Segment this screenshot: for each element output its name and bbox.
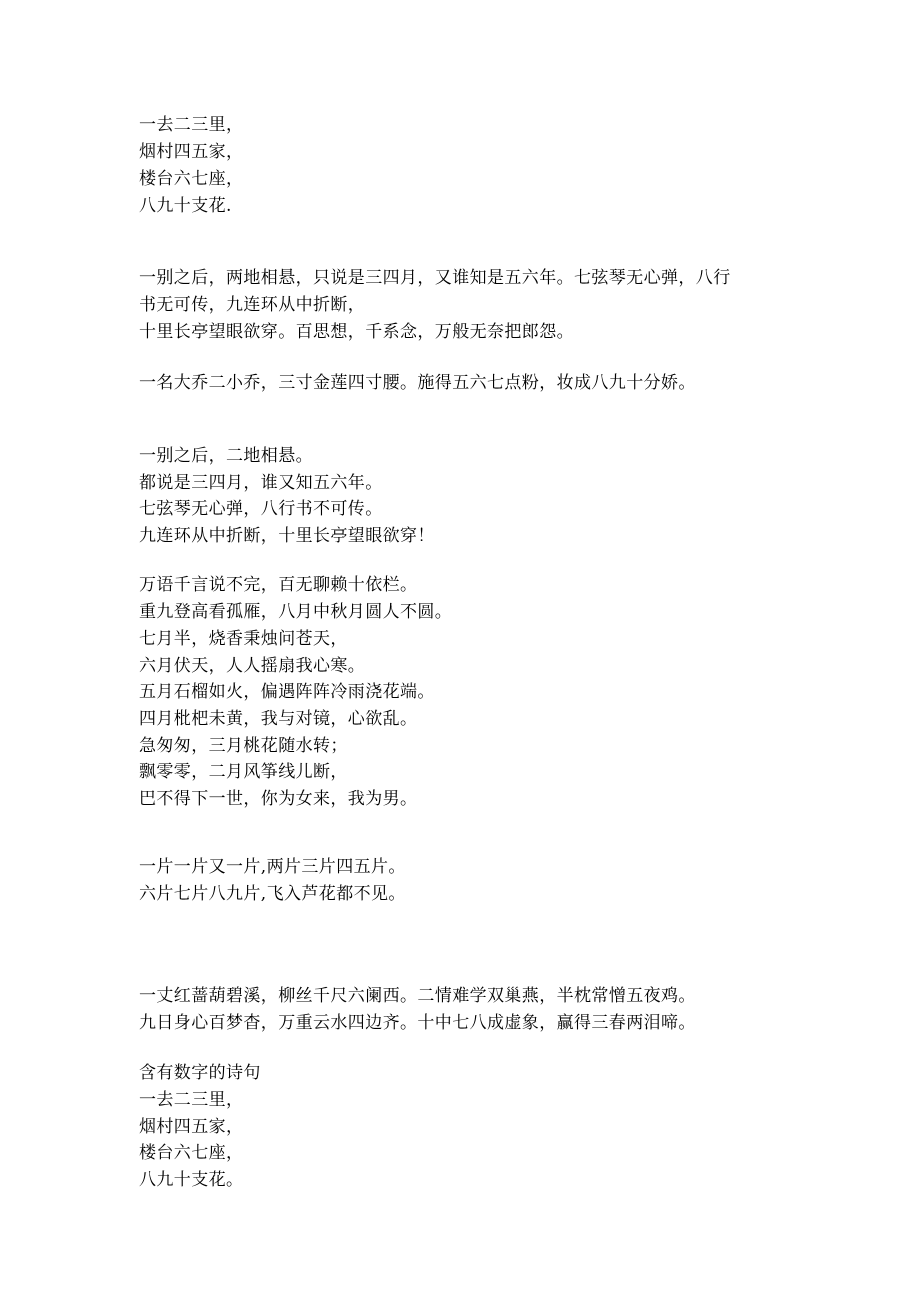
- poem-line: 六月伏天，人人摇扇我心寒。: [139, 656, 366, 676]
- poem-line: 一去二三里，: [139, 1090, 244, 1110]
- poem-line: 万语千言说不完，百无聊赖十依栏。: [139, 575, 418, 595]
- poem-line: 七弦琴无心弹，八行书不可传。: [139, 499, 383, 519]
- poem-line: 烟村四五家，: [139, 142, 244, 162]
- poem-line: 楼台六七座，: [139, 169, 244, 189]
- poem-line: 七月半，烧香秉烛问苍天，: [139, 629, 348, 649]
- poem-line: 九日身心百梦杳，万重云水四边齐。十中七八成虚象，赢得三春两泪啼。: [139, 1013, 696, 1033]
- poem-line: 一片一片又一片,两片三片四五片。: [139, 857, 406, 877]
- poem-line: 飘零零，二月风筝线儿断，: [139, 762, 348, 782]
- poem-line: 都说是三四月，谁又知五六年。: [139, 473, 383, 493]
- poem-line: 六片七片八九片,飞入芦花都不见。: [139, 884, 406, 904]
- poem-line: 一名大乔二小乔，三寸金莲四寸腰。施得五六七点粉，妆成八九十分娇。: [139, 373, 696, 393]
- poem-line: 十里长亭望眼欲穿。百思想，千系念，万般无奈把郎怨。: [139, 322, 574, 342]
- poem-line: 一丈红蔷葫碧溪，柳丝千尺六阑西。二情难学双巢燕，半枕常憎五夜鸡。: [139, 986, 696, 1006]
- poem-line: 五月石榴如火，偏遇阵阵冷雨浇花端。: [139, 682, 435, 702]
- poem-line: 急匆匆，三月桃花随水转；: [139, 736, 348, 756]
- poem-line: 烟村四五家，: [139, 1117, 244, 1137]
- poem-line: 一别之后，二地相悬。: [139, 446, 313, 466]
- poem-line: 重九登高看孤雁，八月中秋月圆人不圆。: [139, 602, 453, 622]
- poem-line: 楼台六七座，: [139, 1143, 244, 1163]
- poem-line: 四月枇杷未黄，我与对镜，心欲乱。: [139, 709, 418, 729]
- poem-line: 八九十支花。: [139, 1170, 244, 1190]
- poem-line: 一别之后，两地相悬，只说是三四月，又谁知是五六年。七弦琴无心弹，八行: [139, 268, 731, 288]
- poem-line: 八九十支花.: [139, 196, 232, 216]
- poem-line: 书无可传，九连环从中折断，: [139, 295, 366, 315]
- poem-line: 巴不得下一世，你为女来，我为男。: [139, 789, 418, 809]
- poem-line: 一去二三里，: [139, 115, 244, 135]
- section-heading: 含有数字的诗句: [139, 1063, 261, 1083]
- poem-line: 九连环从中折断，十里长亭望眼欲穿！: [139, 526, 435, 546]
